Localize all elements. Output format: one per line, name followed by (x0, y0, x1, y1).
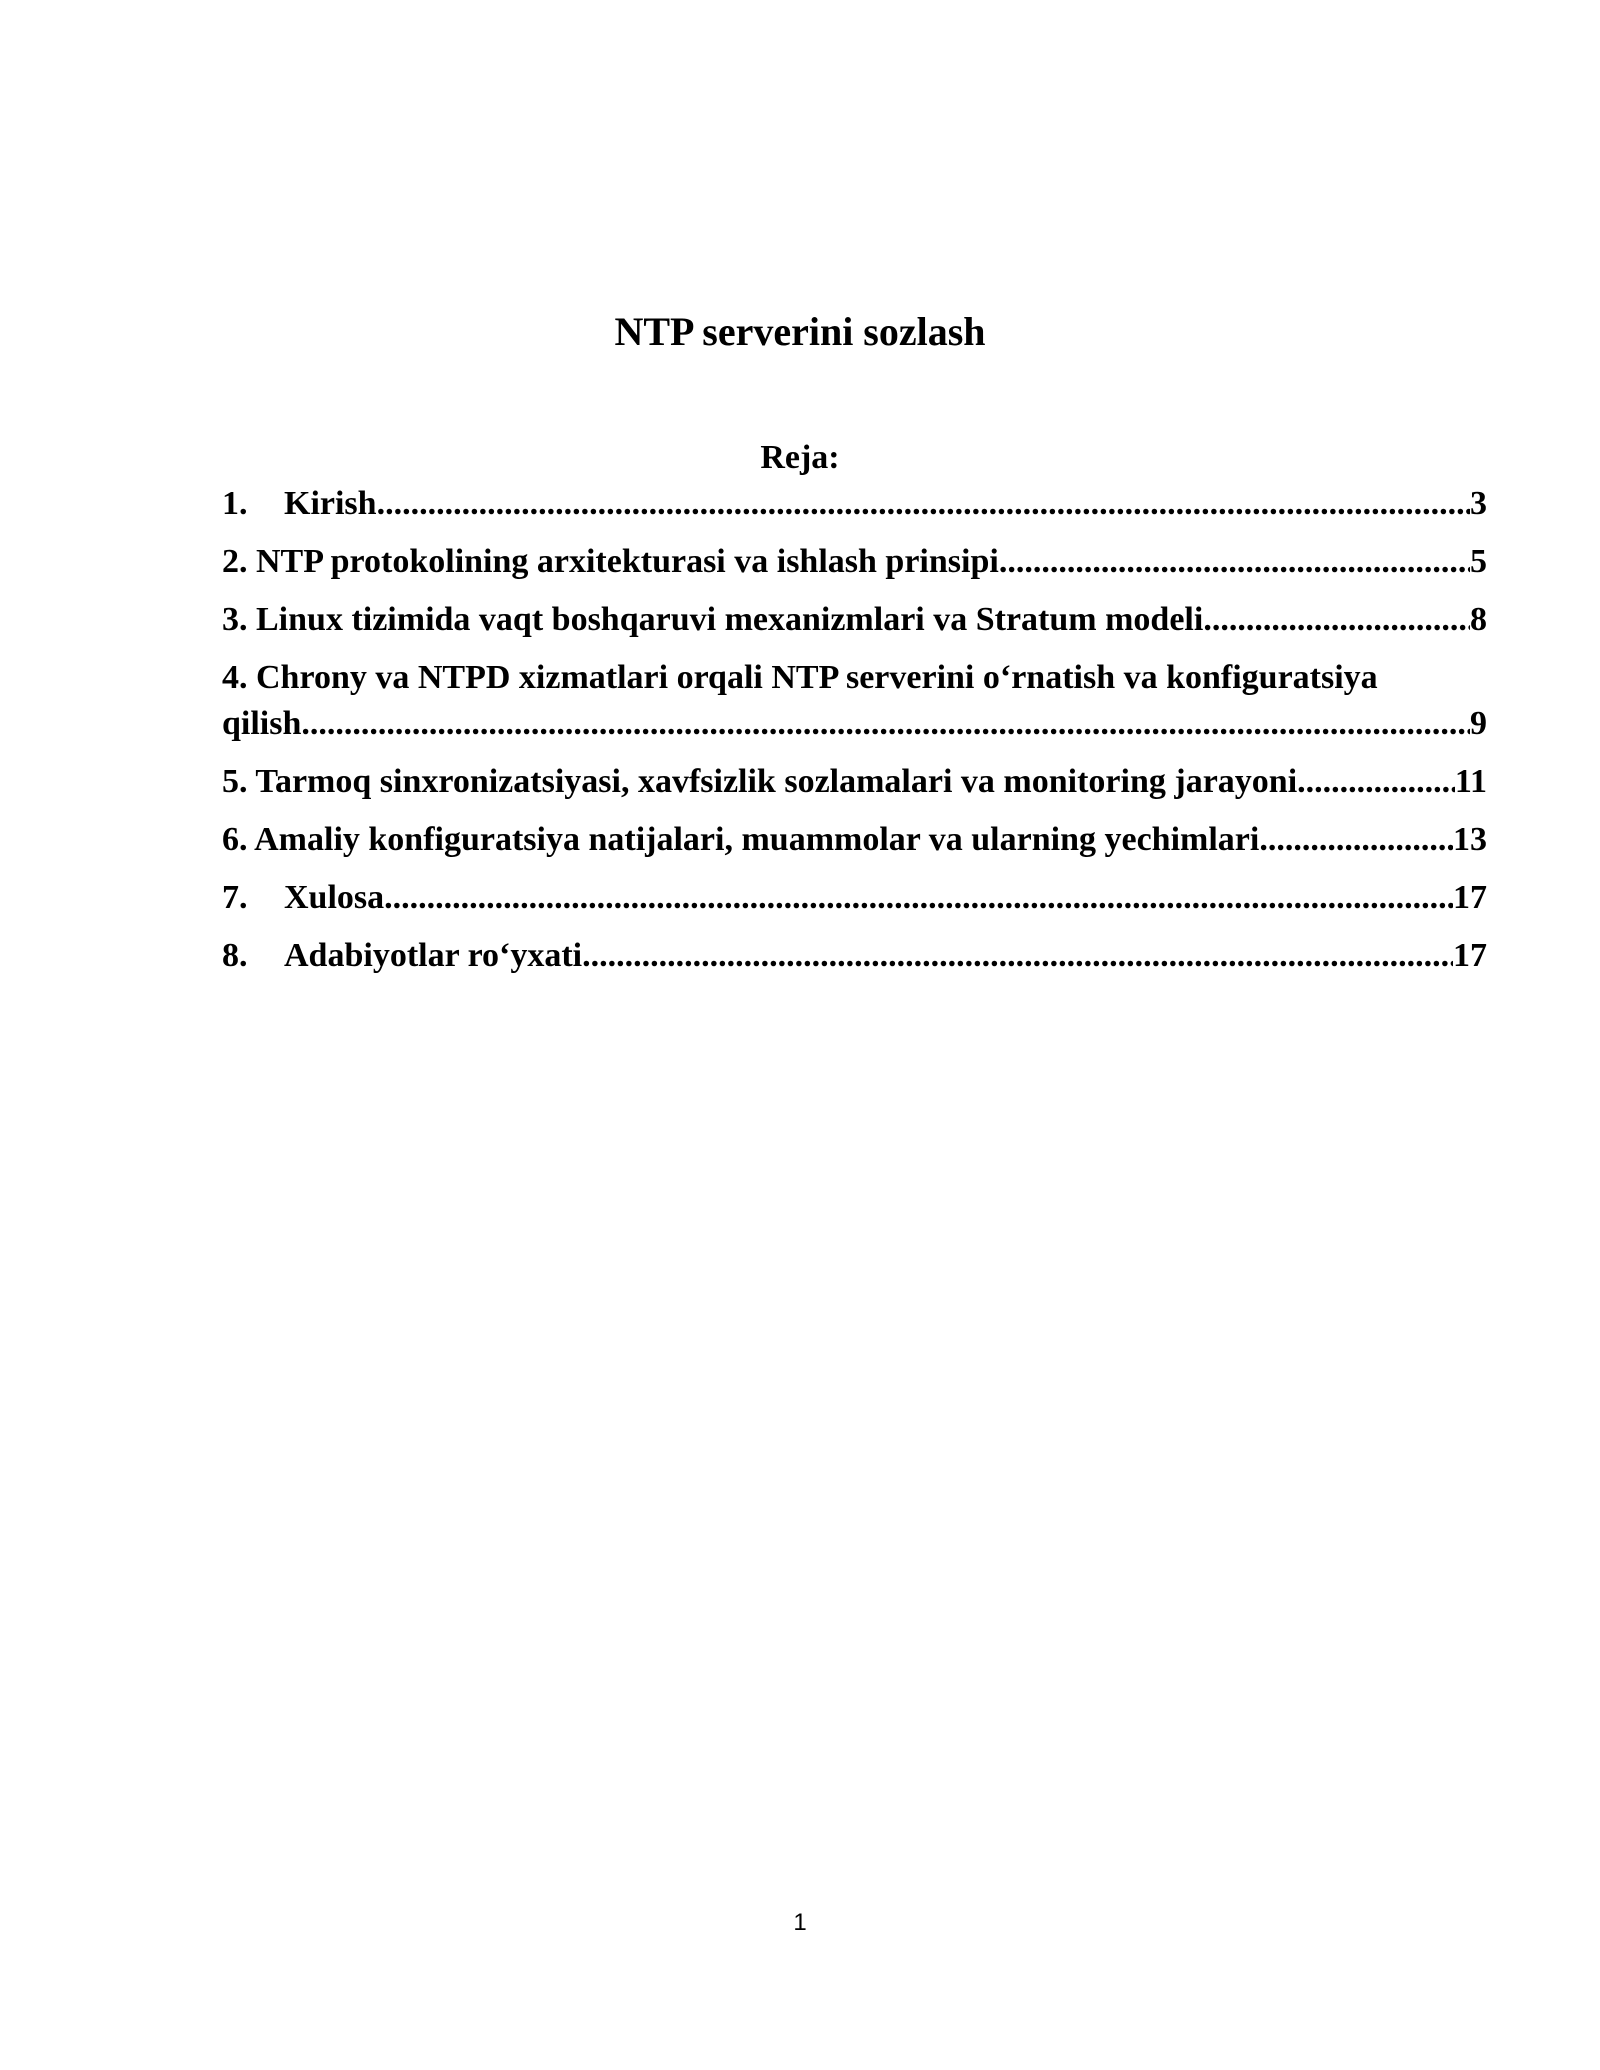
toc-entry-number: 5. (222, 763, 248, 800)
toc-entry-page: 9 (1470, 705, 1487, 742)
toc-entry-label-line2: qilish (222, 705, 302, 742)
toc-entry-number: 2. (222, 543, 248, 580)
toc-entry-1[interactable] (222, 484, 1487, 524)
toc-entry-3[interactable] (222, 600, 1487, 640)
toc-entry-number: 1. (222, 485, 248, 522)
toc-entry-number: 8. (222, 937, 248, 974)
toc-dot-leader (1259, 820, 1453, 860)
toc-dot-leader (582, 936, 1453, 976)
toc-dot-leader (384, 878, 1453, 918)
toc-entry-6[interactable] (222, 820, 1487, 860)
page-number: 1 (793, 1909, 807, 1936)
toc-dot-leader (377, 484, 1470, 524)
toc-entry-label-line1: Chrony va NTPD xizmatlari orqali NTP serverini o‘rnatish va konfiguratsiya (247, 659, 1378, 696)
toc-entry-page: 17 (1453, 937, 1487, 974)
toc-entry-page: 8 (1470, 601, 1487, 638)
toc-entry-label: Kirish (284, 485, 377, 522)
toc-dot-leader (1203, 600, 1470, 640)
document-title: NTP serverini sozlash (614, 309, 986, 354)
toc-entry-number: 6. (222, 821, 248, 858)
toc-dot-leader (1297, 762, 1455, 802)
toc-entry-number: 7. (222, 879, 248, 916)
toc-entry-8[interactable] (222, 936, 1487, 976)
toc-dot-leader (999, 542, 1470, 582)
plan-heading: Reja: (760, 439, 840, 476)
toc-entry-page: 3 (1470, 485, 1487, 522)
toc-entry-7[interactable] (222, 878, 1487, 918)
toc-entry-2[interactable] (222, 542, 1487, 582)
toc-entry-label: Linux tizimida vaqt boshqaruvi mexanizmlari va Stratum modeli (247, 601, 1204, 638)
toc-entry-label: Tarmoq sinxronizatsiyasi, xavfsizlik sozlamalari va monitoring jarayoni (247, 763, 1298, 800)
toc-entry-page: 17 (1453, 879, 1487, 916)
toc-entry-5[interactable] (222, 762, 1487, 802)
toc-entry-4[interactable] (222, 658, 1487, 744)
toc-entry-label: Adabiyotlar ro‘yxati (284, 937, 583, 974)
toc-entry-page: 11 (1454, 763, 1487, 800)
toc-entry-label: Xulosa (284, 879, 385, 916)
toc-entry-label: NTP protokolining arxitekturasi va ishlash prinsipi (247, 543, 999, 580)
toc-entry-label: Amaliy konfiguratsiya natijalari, muammolar va ularning yechimlari (247, 821, 1260, 858)
toc-entry-page: 13 (1453, 821, 1487, 858)
toc-dot-leader (301, 704, 1470, 744)
toc-entry-number: 4. (222, 659, 248, 696)
toc-entry-number: 3. (222, 601, 248, 638)
toc-entry-page: 5 (1470, 543, 1487, 580)
